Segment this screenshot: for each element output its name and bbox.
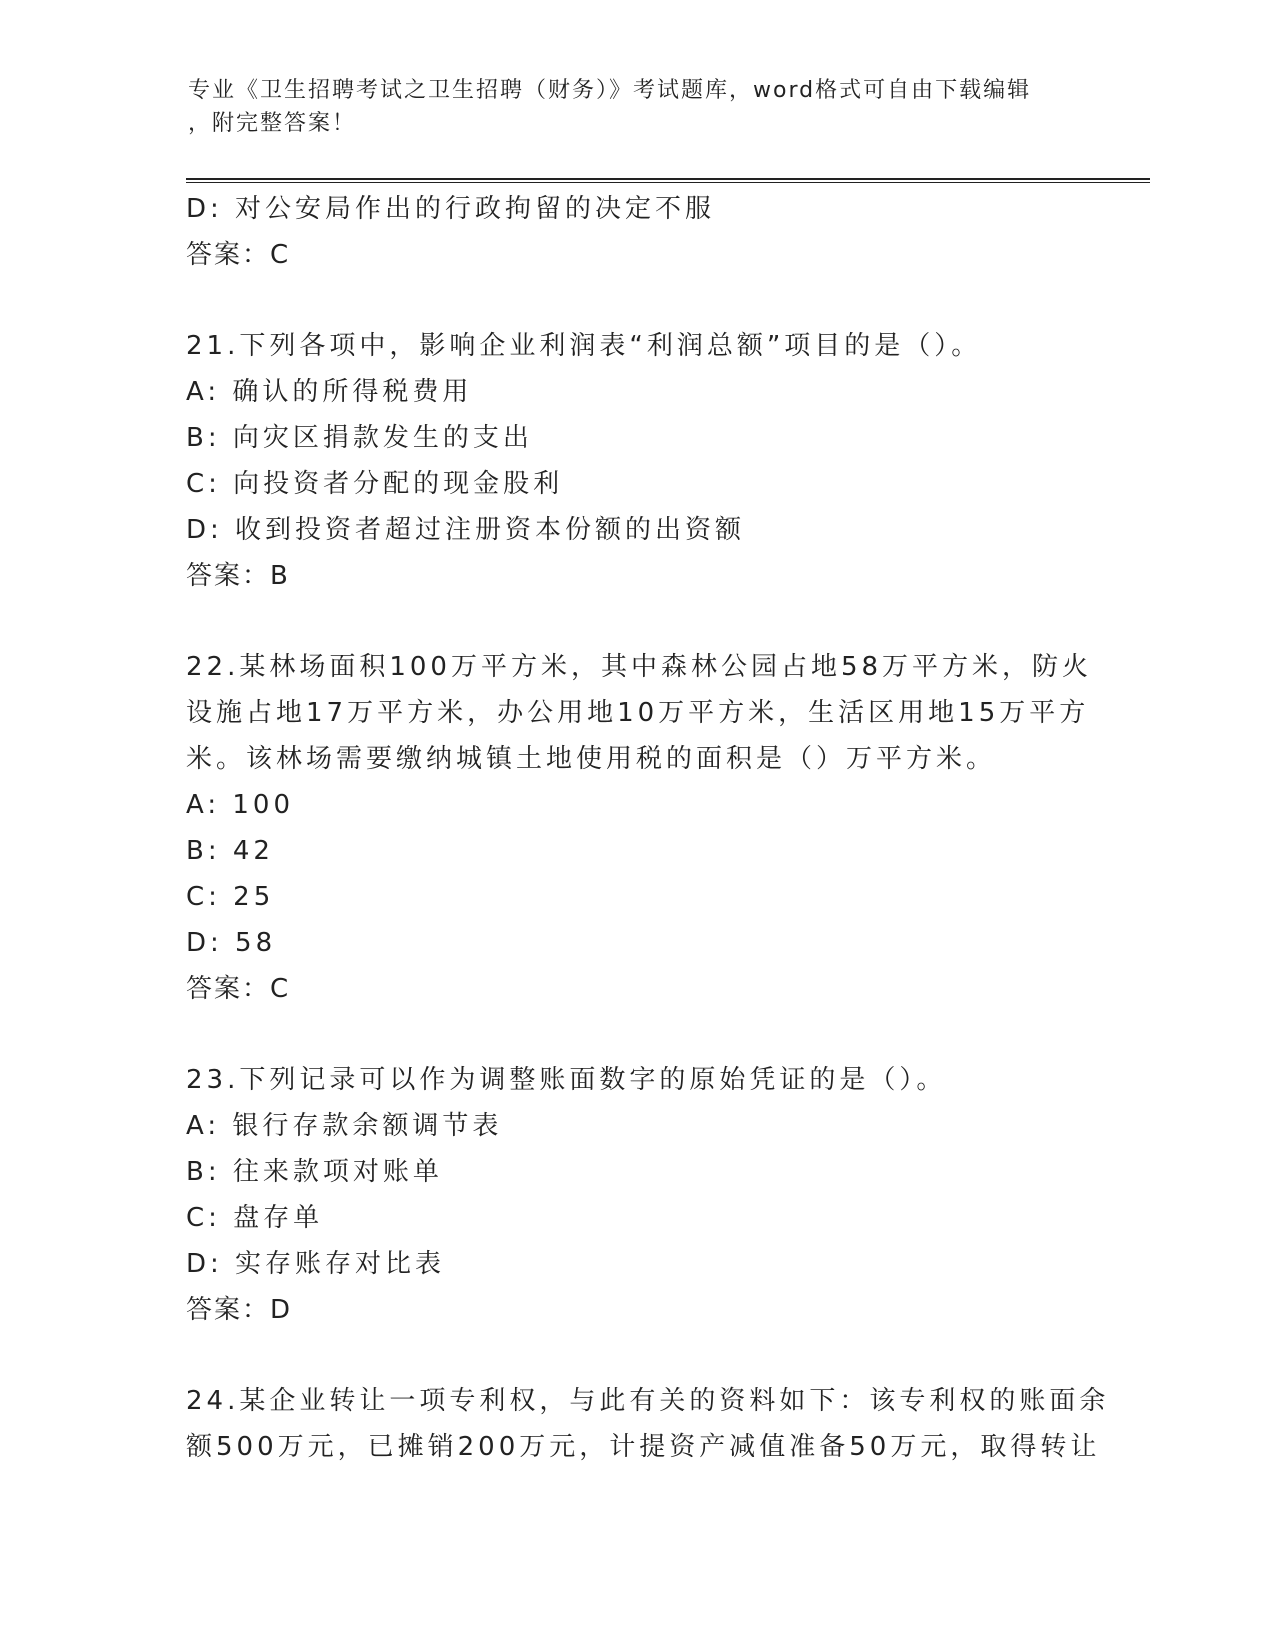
question-stem-line-1: 24.某企业转让一项专利权，与此有关的资料如下：该专利权的账面余	[186, 1386, 1110, 1416]
option-c: C: 向投资者分配的现金股利	[186, 469, 564, 499]
option-d: D: 58	[186, 928, 277, 958]
answer: 答案：C	[186, 974, 291, 1004]
header-line-1: 专业《卫生招聘考试之卫生招聘（财务）》考试题库，word格式可自由下载编辑	[188, 78, 1032, 103]
option-c: C: 25	[186, 882, 275, 912]
option-a: A: 银行存款余额调节表	[186, 1111, 503, 1141]
header-line-2: ，附完整答案！	[188, 111, 357, 136]
question-stem: 23.下列记录可以作为调整账面数字的原始凭证的是（）。	[186, 1065, 947, 1095]
answer: 答案：B	[186, 561, 290, 591]
answer: 答案：C	[186, 240, 291, 270]
option-d: D: 对公安局作出的行政拘留的决定不服	[186, 194, 716, 224]
question-stem-line-1: 22.某林场面积100万平方米，其中森林公园占地58万平方米，防火	[186, 652, 1093, 682]
option-d: D: 收到投资者超过注册资本份额的出资额	[186, 515, 746, 545]
option-b: B: 往来款项对账单	[186, 1157, 443, 1187]
question-stem-line-3: 米。该林场需要缴纳城镇土地使用税的面积是（）万平方米。	[186, 744, 997, 774]
header-divider	[186, 178, 1150, 183]
question-23	[186, 1057, 1086, 1333]
question-list	[186, 186, 1110, 1470]
question-stem-line-2: 额500万元，已摊销200万元，计提资产减值准备50万元，取得转让	[186, 1432, 1101, 1462]
question-21	[186, 323, 1086, 599]
option-a: A: 100	[186, 790, 294, 820]
option-a: A: 确认的所得税费用	[186, 377, 473, 407]
previous-question-tail	[186, 186, 1086, 278]
question-stem: 21.下列各项中，影响企业利润表“利润总额”项目的是（）。	[186, 331, 982, 361]
option-d: D: 实存账存对比表	[186, 1249, 446, 1279]
option-c: C: 盘存单	[186, 1203, 324, 1233]
option-b: B: 42	[186, 836, 274, 866]
document-header	[188, 74, 1088, 140]
question-22	[186, 644, 1093, 1012]
answer: 答案：D	[186, 1295, 293, 1325]
option-b: B: 向灾区捐款发生的支出	[186, 423, 533, 453]
question-stem-line-2: 设施占地17万平方米，办公用地10万平方米，生活区用地15万平方	[186, 698, 1090, 728]
question-24	[186, 1378, 1110, 1470]
